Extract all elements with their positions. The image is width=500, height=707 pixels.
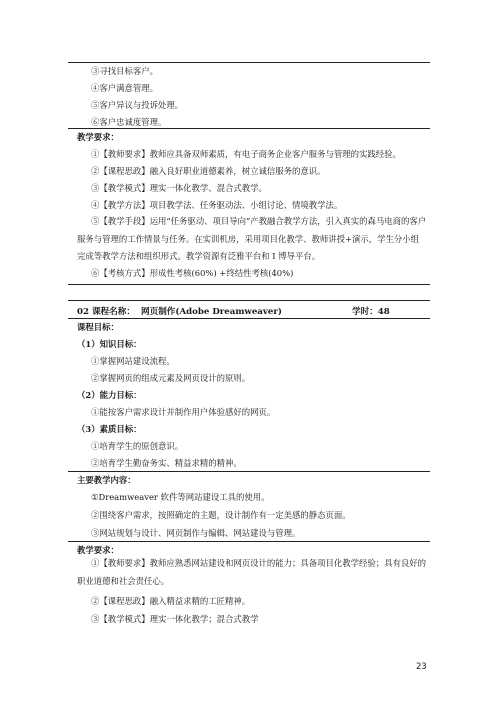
requirement-teacher: ①【教师要求】教师应熟悉网站建设和网页设计的能力；具备项目化教学经验；具有良好的职业道德和社会责任心。 — [77, 558, 426, 586]
requirement-method: ④【教学方法】项目教学法、任务驱动法、小组讨论、情境教学法。 — [91, 200, 343, 210]
course-goals-heading: 课程目标： — [77, 322, 119, 332]
content-item: ⑤客户异议与投诉处理。 — [91, 100, 184, 110]
content-item: ①Dreamweaver 软件等网站建设工具的使用。 — [91, 492, 270, 502]
knowledge-goals-heading: （1）知识目标： — [77, 339, 142, 349]
top-rule — [68, 62, 430, 63]
teaching-requirements-heading: 教学要求： — [77, 132, 119, 142]
course-number-label: 02 课程名称： — [77, 307, 135, 317]
requirement-ideology: ②【课程思政】融入精益求精的工匠精神。 — [91, 596, 251, 606]
course-header — [77, 305, 427, 317]
requirement-means: ⑤【教学手段】运用“任务驱动、项目导向”产教融合教学方法，引入真实的森马电商的客户服务与管理的工作情景与任务。在实训机房，采用项目化教学、教师讲授+演示，学生分小组完成等教学方法和组织形式。教学资源有泛雅平台和 I 博导平台。 — [77, 216, 427, 261]
quality-goals-heading: （3）素质目标： — [77, 424, 142, 434]
goal-item: ①能按客户需求设计并制作用户体验感好的网页。 — [91, 407, 276, 417]
goal-item: ①掌握网站建设流程。 — [91, 356, 175, 366]
course-hours: 学时：48 — [352, 307, 390, 317]
ability-goals-heading: （2）能力目标： — [77, 390, 142, 400]
requirement-mode: ③【教学模式】理实一体化教学；混合式教学 — [91, 614, 259, 624]
content-item: ④客户满意管理。 — [91, 83, 158, 93]
page-number: 23 — [416, 661, 427, 671]
main-content-heading: 主要教学内容： — [77, 475, 136, 485]
section-rule — [68, 284, 430, 285]
teaching-requirements-heading: 教学要求： — [77, 545, 119, 555]
content-item: ②围绕客户需求，按照确定的主题，设计制作有一定美感的静态页面。 — [91, 510, 351, 520]
requirement-assessment: ⑥【考核方式】形成性考核(60%) +终结性考核(40%) — [91, 268, 294, 278]
content-item: ③寻找目标客户。 — [91, 66, 158, 76]
section-rule — [68, 318, 430, 319]
goal-item: ①培育学生的原创意识。 — [91, 441, 184, 451]
goal-item: ②掌握网页的组成元素及网页设计的原则。 — [91, 373, 251, 383]
section-rule — [68, 128, 430, 129]
section-rule — [68, 300, 430, 301]
requirement-teacher: ①【教师要求】教师应具备双师素质，有电子商务企业客户服务与管理的实践经验。 — [91, 149, 401, 159]
requirement-ideology: ②【课程思政】融入良好职业道德素养，树立诚信服务的意识。 — [91, 166, 326, 176]
section-rule — [68, 471, 430, 472]
content-item: ③网站规划与设计、网页制作与编辑、网站建设与管理。 — [91, 528, 301, 538]
course-name: 网页制作(Adobe Dreamweaver) — [141, 307, 282, 317]
requirement-mode: ③【教学模式】理实一体化教学、混合式教学。 — [91, 183, 267, 193]
content-item: ⑥客户忠诚度管理。 — [91, 117, 167, 127]
goal-item: ②培育学生勤奋务实、精益求精的精神。 — [91, 458, 242, 468]
section-rule — [68, 541, 430, 542]
